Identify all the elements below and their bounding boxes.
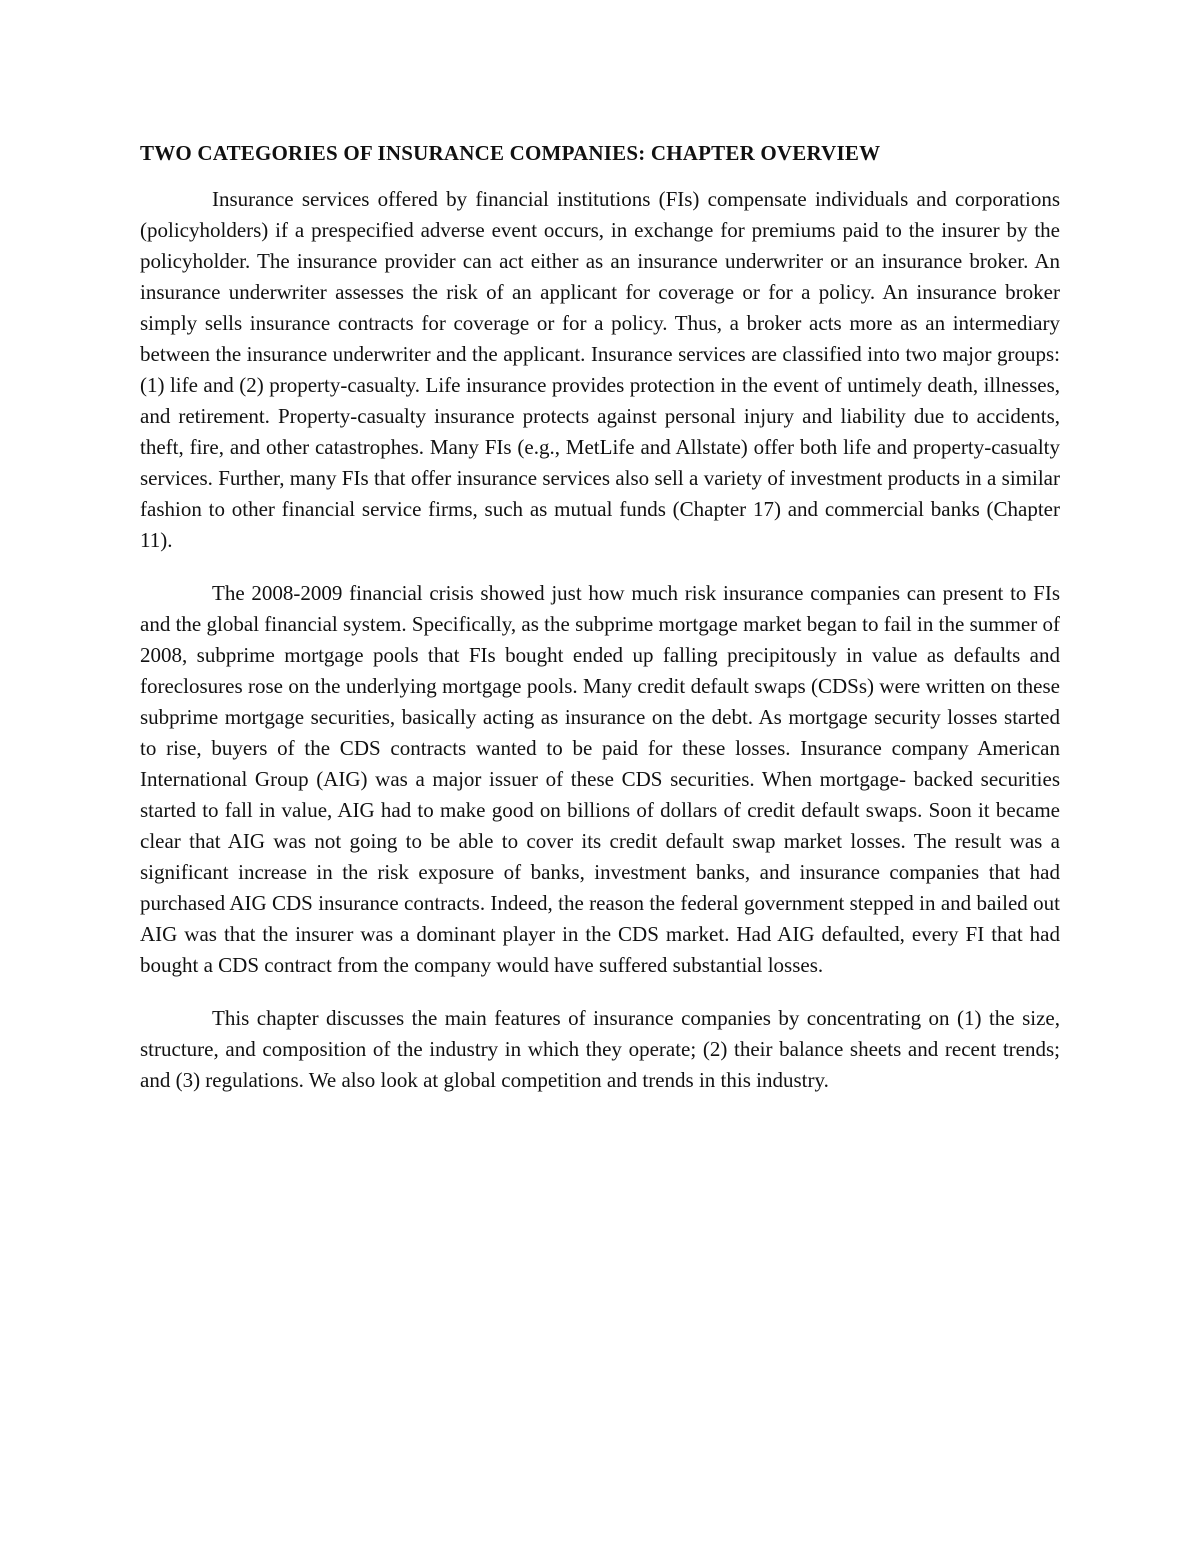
document-page bbox=[140, 138, 1060, 1118]
paragraph-financial-crisis: The 2008-2009 financial crisis showed just how much risk insurance companies can present to FIs and the global financial system. Specifically, as the subprime mortgage market began to fail in the summer of 2008, subprime mortgage pools that FIs bought ended up falling precipitously in value as defaults and foreclosures rose on the underlying mortgage pools. Many credit default swaps (CDSs) were written on these subprime mortgage securities, basically acting as insurance on the debt. As mortgage security losses started to rise, buyers of the CDS contracts wanted to be paid for these losses. Insurance company American International Group (AIG) was a major issuer of these CDS securities. When mortgage- backed securities started to fall in value, AIG had to make good on billions of dollars of credit default swaps. Soon it became clear that AIG was not going to be able to cover its credit default swap market losses. The result was a significant increase in the risk exposure of banks, investment banks, and insurance companies that had purchased AIG CDS insurance contracts. Indeed, the reason the federal government stepped in and bailed out AIG was that the insurer was a dominant player in the CDS market. Had AIG defaulted, every FI that had bought a CDS contract from the company would have suffered substantial losses. bbox=[140, 581, 1060, 977]
paragraph-chapter-scope: This chapter discusses the main features of insurance companies by concentrating on (1) the size, structure, and composition of the industry in which they operate; (2) their balance sheets and recent trends; and (3) regulations. We also look at global competition and trends in this industry. bbox=[140, 1006, 1060, 1092]
paragraph-overview: Insurance services offered by financial institutions (FIs) compensate individuals and corporations (policyholders) if a prespecified adverse event occurs, in exchange for premiums paid to the insurer by the policyholder. The insurance provider can act either as an insurance underwriter or an insurance broker. An insurance underwriter assesses the risk of an applicant for coverage or for a policy. An insurance broker simply sells insurance contracts for coverage or for a policy. Thus, a broker acts more as an intermediary between the insurance underwriter and the applicant. Insurance services are classified into two major groups: (1) life and (2) property-casualty. Life insurance provides protection in the event of untimely death, illnesses, and retirement. Property-casualty insurance protects against personal injury and liability due to accidents, theft, fire, and other catastrophes. Many FIs (e.g., MetLife and Allstate) offer both life and property-casualty services. Further, many FIs that offer insurance services also sell a variety of investment products in a similar fashion to other financial service firms, such as mutual funds (Chapter 17) and commercial banks (Chapter 11). bbox=[140, 187, 1060, 552]
chapter-title: TWO CATEGORIES OF INSURANCE COMPANIES: CHAPTER OVERVIEW bbox=[140, 141, 881, 165]
